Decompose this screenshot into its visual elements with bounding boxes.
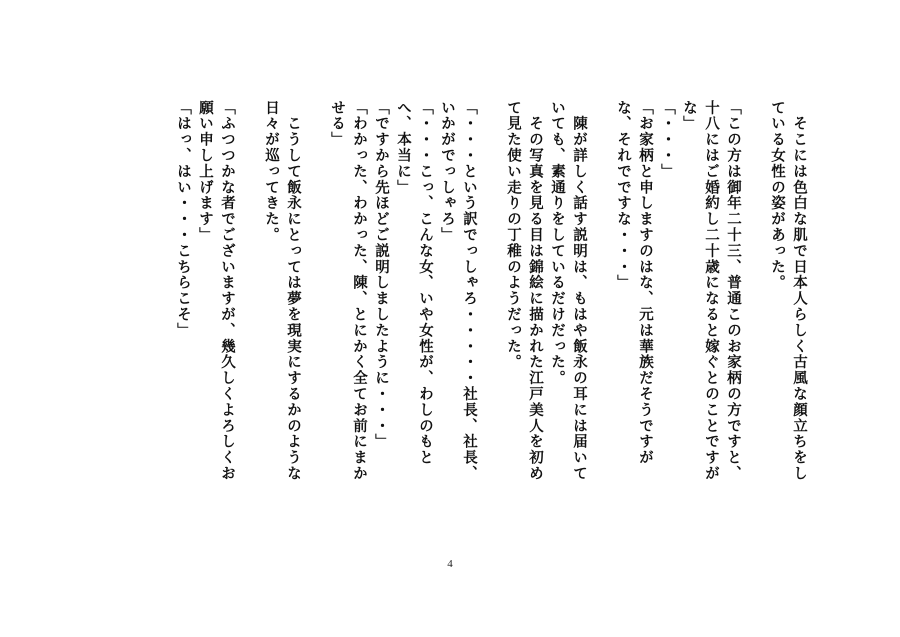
- text-column: [590, 100, 612, 530]
- text-column: 日々が巡ってきた。: [263, 100, 279, 244]
- text-column: 「・・・という訳でっしゃろ・・・・・社長、社長、: [461, 100, 477, 482]
- text-column: せる」: [329, 100, 345, 148]
- text-column: へ、本当に」: [395, 100, 411, 196]
- text-column: いても、素通りをしているだけだった。: [549, 100, 565, 387]
- text-column: 「わかった、わかった、陳、とにかく全てお前にまか: [351, 100, 367, 482]
- text-column: 「・・・こっ、こんな女、いや女性が、わしのもと: [417, 100, 433, 466]
- text-column: いかがでっしゃろ」: [439, 100, 455, 244]
- text-column: 陳が詳しく話す説明は、もはや飯永の耳には届いて: [571, 100, 587, 482]
- text-column: な」: [681, 100, 697, 132]
- text-column: [238, 100, 260, 530]
- page-number: 4: [447, 558, 453, 570]
- text-column: [744, 100, 766, 530]
- text-column: 「ふつつかな者でございますが、幾久しくよろしくお: [219, 100, 235, 482]
- text-column: 十八にはご婚約し二十歳になると嫁ぐとのことですが: [703, 100, 719, 482]
- text-column: 「・・・」: [659, 100, 675, 180]
- text-column: その写真を見る目は錦絵に描かれた江戸美人を初め: [527, 100, 543, 482]
- text-column: [480, 100, 502, 530]
- text-column: 「ですから先ほどご説明しましたように・・・」: [373, 100, 389, 450]
- text-column: そこには色白な肌で日本人らしく古風な顔立ちをし: [791, 100, 807, 482]
- text-column: 「この方は御年二十三、普通このお家柄の方ですと、: [725, 100, 741, 482]
- text-column: [304, 100, 326, 530]
- vertical-text-body: [80, 100, 810, 530]
- text-column: 「はっ、はい・・・こちらこそ」: [175, 100, 191, 339]
- text-column: な、それでですな・・・」: [615, 100, 631, 291]
- text-column: 「お家柄と申しますのはな、元は華族だそうですが: [637, 100, 653, 466]
- text-column: こうして飯永にとっては夢を現実にするかのような: [285, 100, 301, 482]
- text-column: 願い申し上げます」: [197, 100, 213, 244]
- text-column: て見た使い走りの丁稚のようだった。: [505, 100, 521, 371]
- text-column: ている女性の姿があった。: [769, 100, 785, 291]
